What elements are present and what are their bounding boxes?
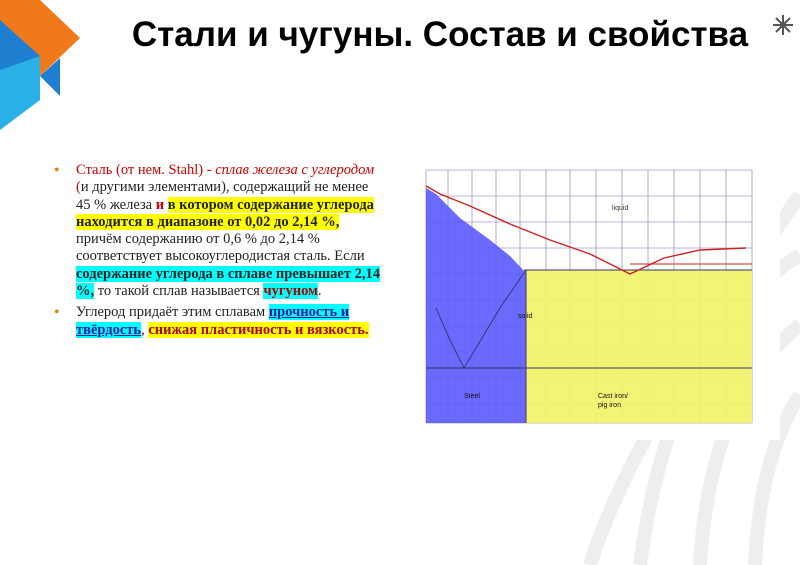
bullet-item <box>76 304 382 339</box>
bullet-text-segment: (от нем. Stahl) - <box>112 162 216 178</box>
bullet-text-segment: Углерод придаёт этим сплавам <box>76 304 269 321</box>
steel-label: Steel <box>464 393 480 400</box>
bullet-text-segment: и <box>155 196 165 213</box>
solid-label: solid <box>518 313 533 320</box>
bullet-text-segment: снижая пластичность и вязкость. <box>148 321 369 338</box>
bullet-text-segment: прочность и твёрдость <box>76 304 350 338</box>
bullet-text-segment: содержание углерода в сплаве превышает 2,14 %, <box>76 265 380 300</box>
liquid-label: liquid <box>612 205 629 212</box>
bullet-list <box>52 162 382 339</box>
content-block <box>52 162 382 343</box>
bullet-text-segment: , <box>141 321 149 338</box>
page-title: Стали и чугуны. Состав и свойства <box>131 15 749 54</box>
cast-iron-region <box>524 270 752 423</box>
fe-c-phase-diagram <box>400 158 780 440</box>
bullet-text-segment: в котором содержание углерода находится в диапазоне от 0,02 до 2,14 %, <box>76 196 374 230</box>
bullet-text-segment: и другими элементами), содержащий не менее 45 % железа <box>76 179 369 213</box>
bullet-text-segment: ( <box>76 179 81 196</box>
bullet-text-segment: то такой сплав называется <box>94 283 264 300</box>
cast-iron-label: Cast iron/ pig iron <box>598 393 628 409</box>
bullet-text-segment: причём содержанию от 0,6 % до 2,14 % соответствует высокоуглеродистая сталь. Если <box>76 231 365 265</box>
bullet-item <box>76 162 382 300</box>
corner-decoration <box>0 0 80 130</box>
bullet-text-segment: чугуном <box>263 283 318 300</box>
ornament-icon <box>772 14 794 36</box>
bullet-text-segment: Сталь <box>76 162 113 178</box>
bullet-text-segment: сплав железа с углеродом <box>215 162 375 178</box>
bullet-text-segment: . <box>317 283 322 300</box>
